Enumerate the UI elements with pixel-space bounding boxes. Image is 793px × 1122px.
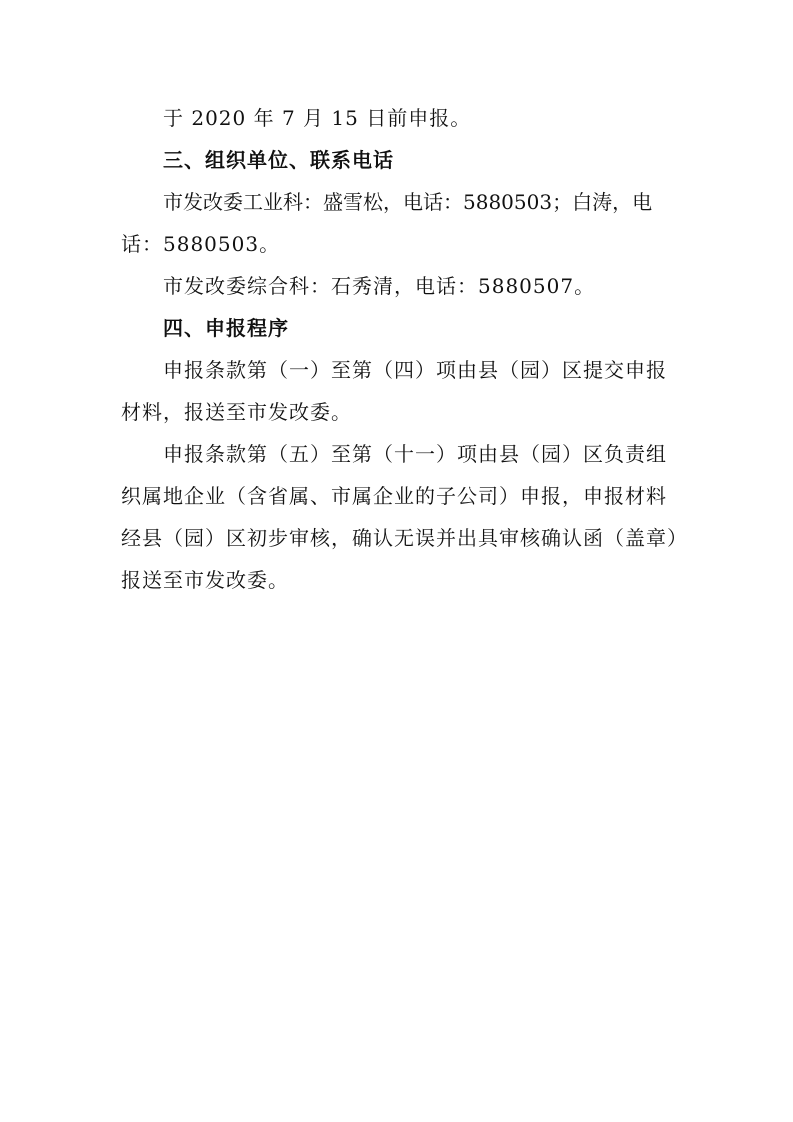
procedure-paragraph-1-line-1: 申报条款第（一）至第（四）项由县（园）区提交申报	[163, 358, 667, 382]
procedure-paragraph-2-line-3: 经县（园）区初步审核，确认无误并出具审核确认函（盖章）	[121, 526, 688, 550]
section-heading-procedure: 四、申报程序	[163, 316, 289, 340]
procedure-paragraph-2-line-2: 织属地企业（含省属、市属企业的子公司）申报，申报材料	[121, 484, 667, 508]
contact-industry-line-1	[163, 190, 673, 214]
paragraph-deadline-line: 于 2020 年 7 月 15 日前申报。	[163, 106, 472, 130]
procedure-paragraph-2-line-4: 报送至市发改委。	[121, 568, 289, 592]
contact-industry-text: 市发改委工业科：盛雪松，电话：5880503；白涛，电	[163, 190, 653, 214]
procedure-paragraph-1-line-2: 材料，报送至市发改委。	[121, 400, 352, 424]
contact-comprehensive-line: 市发改委综合科：石秀清，电话：5880507。	[163, 274, 596, 298]
section-heading-contacts: 三、组织单位、联系电话	[163, 148, 394, 172]
contact-industry-line-2: 话：5880503。	[121, 232, 281, 256]
procedure-paragraph-2-line-1: 申报条款第（五）至第（十一）项由县（园）区负责组	[163, 442, 667, 466]
